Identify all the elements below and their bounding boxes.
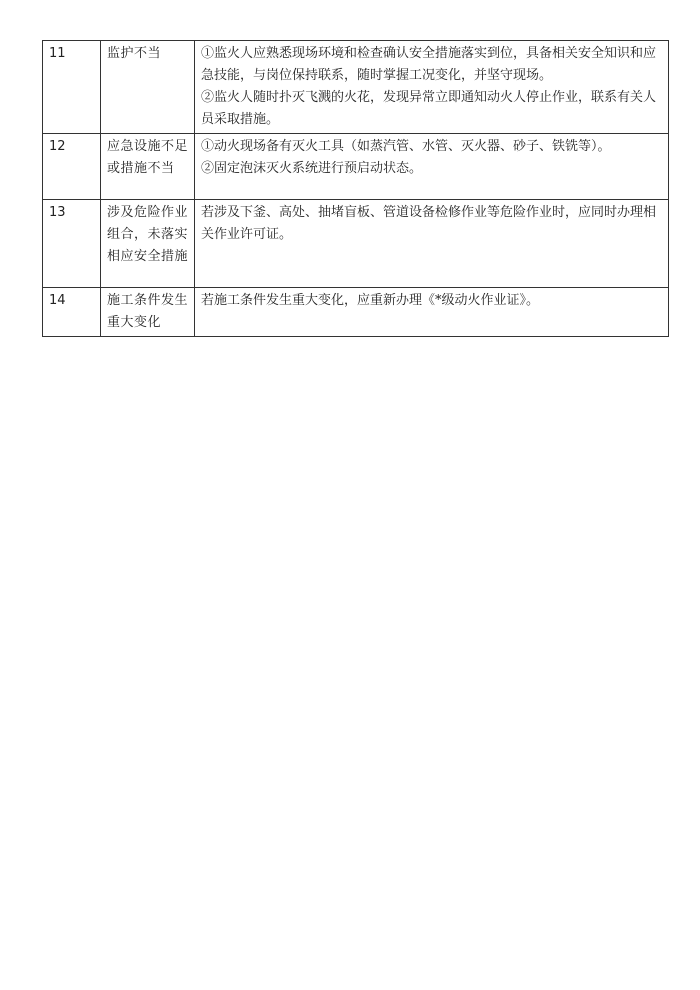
hazard-item: 监护不当 [101, 41, 195, 134]
hazard-item: 应急设施不足或措施不当 [101, 134, 195, 200]
row-number: 11 [43, 41, 101, 134]
measure-description [195, 134, 669, 200]
row-number: 14 [43, 288, 101, 337]
measure-line: ②监火人随时扑灭飞溅的火花，发现异常立即通知动火人停止作业，联系有关人员采取措施。 [201, 90, 657, 127]
table-row [43, 288, 669, 337]
row-number: 13 [43, 200, 101, 288]
measure-line: 若涉及下釜、高处、抽堵盲板、管道设备检修作业等危险作业时，应同时办理相关作业许可证。 [201, 205, 657, 242]
measure-line: ①动火现场备有灭火工具（如蒸汽管、水管、灭火器、砂子、铁铣等）。 [201, 139, 611, 154]
row-number: 12 [43, 134, 101, 200]
measure-line: ①监火人应熟悉现场环境和检查确认安全措施落实到位，具备相关安全知识和应急技能，与岗位保持联系，随时掌握工况变化，并坚守现场。 [201, 46, 657, 83]
measure-description [195, 41, 669, 134]
measure-line: 若施工条件发生重大变化，应重新办理《*级动火作业证》。 [201, 293, 540, 308]
safety-measures-table [42, 40, 669, 337]
measure-description [195, 200, 669, 288]
table-row [43, 41, 669, 134]
table-row [43, 134, 669, 200]
measure-description [195, 288, 669, 337]
hazard-item: 涉及危险作业组合，未落实相应安全措施 [101, 200, 195, 288]
table-row [43, 200, 669, 288]
hazard-item: 施工条件发生重大变化 [101, 288, 195, 337]
measure-line: ②固定泡沫灭火系统进行预启动状态。 [201, 161, 423, 176]
